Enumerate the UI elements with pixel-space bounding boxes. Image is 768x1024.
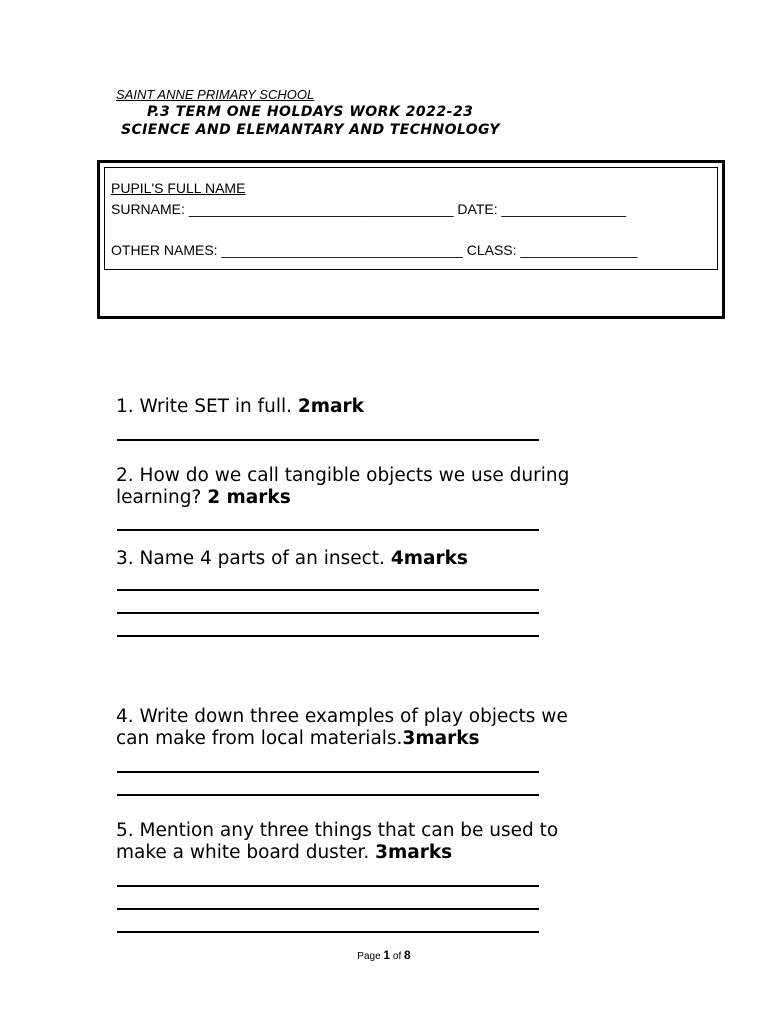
page-number: 1 bbox=[383, 948, 391, 962]
question-5 bbox=[116, 820, 558, 864]
answer-line[interactable] bbox=[117, 931, 539, 933]
of-word: of bbox=[392, 951, 402, 962]
answer-line[interactable] bbox=[117, 439, 539, 441]
question-1 bbox=[116, 396, 364, 418]
question-2-line-1: 2. How do we call tangible objects we use during bbox=[116, 465, 570, 486]
question-4-line-1: 4. Write down three examples of play objects we bbox=[116, 706, 568, 727]
question-1-text: 1. Write SET in full. bbox=[116, 396, 298, 417]
date-field[interactable]: ________________ bbox=[501, 201, 627, 217]
question-3-text: 3. Name 4 parts of an insect. bbox=[116, 548, 391, 569]
question-4-marks: 3marks bbox=[402, 728, 480, 749]
question-2-line-2 bbox=[116, 487, 569, 509]
class-field[interactable]: _______________ bbox=[520, 242, 638, 258]
answer-line[interactable] bbox=[117, 885, 539, 887]
pupil-full-name-label: PUPIL'S FULL NAME bbox=[111, 180, 246, 196]
pupil-info-inner-box bbox=[104, 167, 718, 270]
school-name: SAINT ANNE PRIMARY SCHOOL bbox=[116, 87, 315, 102]
answer-line[interactable] bbox=[117, 771, 539, 773]
answer-line[interactable] bbox=[117, 908, 539, 910]
answer-line[interactable] bbox=[117, 635, 539, 637]
other-names-label: OTHER NAMES: bbox=[111, 242, 218, 258]
question-4 bbox=[116, 706, 568, 750]
question-5-line-1: 5. Mention any three things that can be used to bbox=[116, 820, 559, 841]
question-1-marks: 2mark bbox=[297, 396, 364, 417]
answer-line[interactable] bbox=[117, 589, 539, 591]
surname-field[interactable]: __________________________________ bbox=[188, 201, 454, 217]
answer-line[interactable] bbox=[117, 529, 539, 531]
question-4-text: can make from local materials. bbox=[116, 728, 403, 749]
question-2-text: learning? bbox=[116, 487, 208, 508]
surname-label: SURNAME: bbox=[111, 201, 185, 217]
question-3-marks: 4marks bbox=[390, 548, 468, 569]
work-title: P.3 TERM ONE HOLDAYS WORK 2022-23 bbox=[147, 104, 474, 120]
question-2 bbox=[116, 465, 569, 509]
other-names-field[interactable]: _______________________________ bbox=[221, 242, 463, 258]
question-5-marks: 3marks bbox=[375, 842, 453, 863]
question-5-text: make a white board duster. bbox=[116, 842, 376, 863]
question-3 bbox=[116, 548, 468, 570]
page-footer bbox=[0, 948, 768, 962]
surname-row bbox=[111, 201, 626, 217]
pupil-info-box bbox=[97, 160, 725, 319]
pupil-full-name-heading bbox=[111, 180, 245, 196]
answer-line[interactable] bbox=[117, 612, 539, 614]
date-label: DATE: bbox=[457, 201, 498, 217]
answer-line[interactable] bbox=[117, 794, 539, 796]
subject-title: SCIENCE AND ELEMANTARY AND TECHNOLOGY bbox=[121, 122, 500, 138]
total-pages: 8 bbox=[404, 948, 411, 962]
class-label: CLASS: bbox=[466, 242, 517, 258]
other-names-row bbox=[111, 242, 637, 258]
page-word: Page bbox=[357, 951, 381, 962]
question-2-marks: 2 marks bbox=[207, 487, 291, 508]
question-5-line-2 bbox=[116, 842, 558, 864]
question-4-line-2 bbox=[116, 728, 568, 750]
